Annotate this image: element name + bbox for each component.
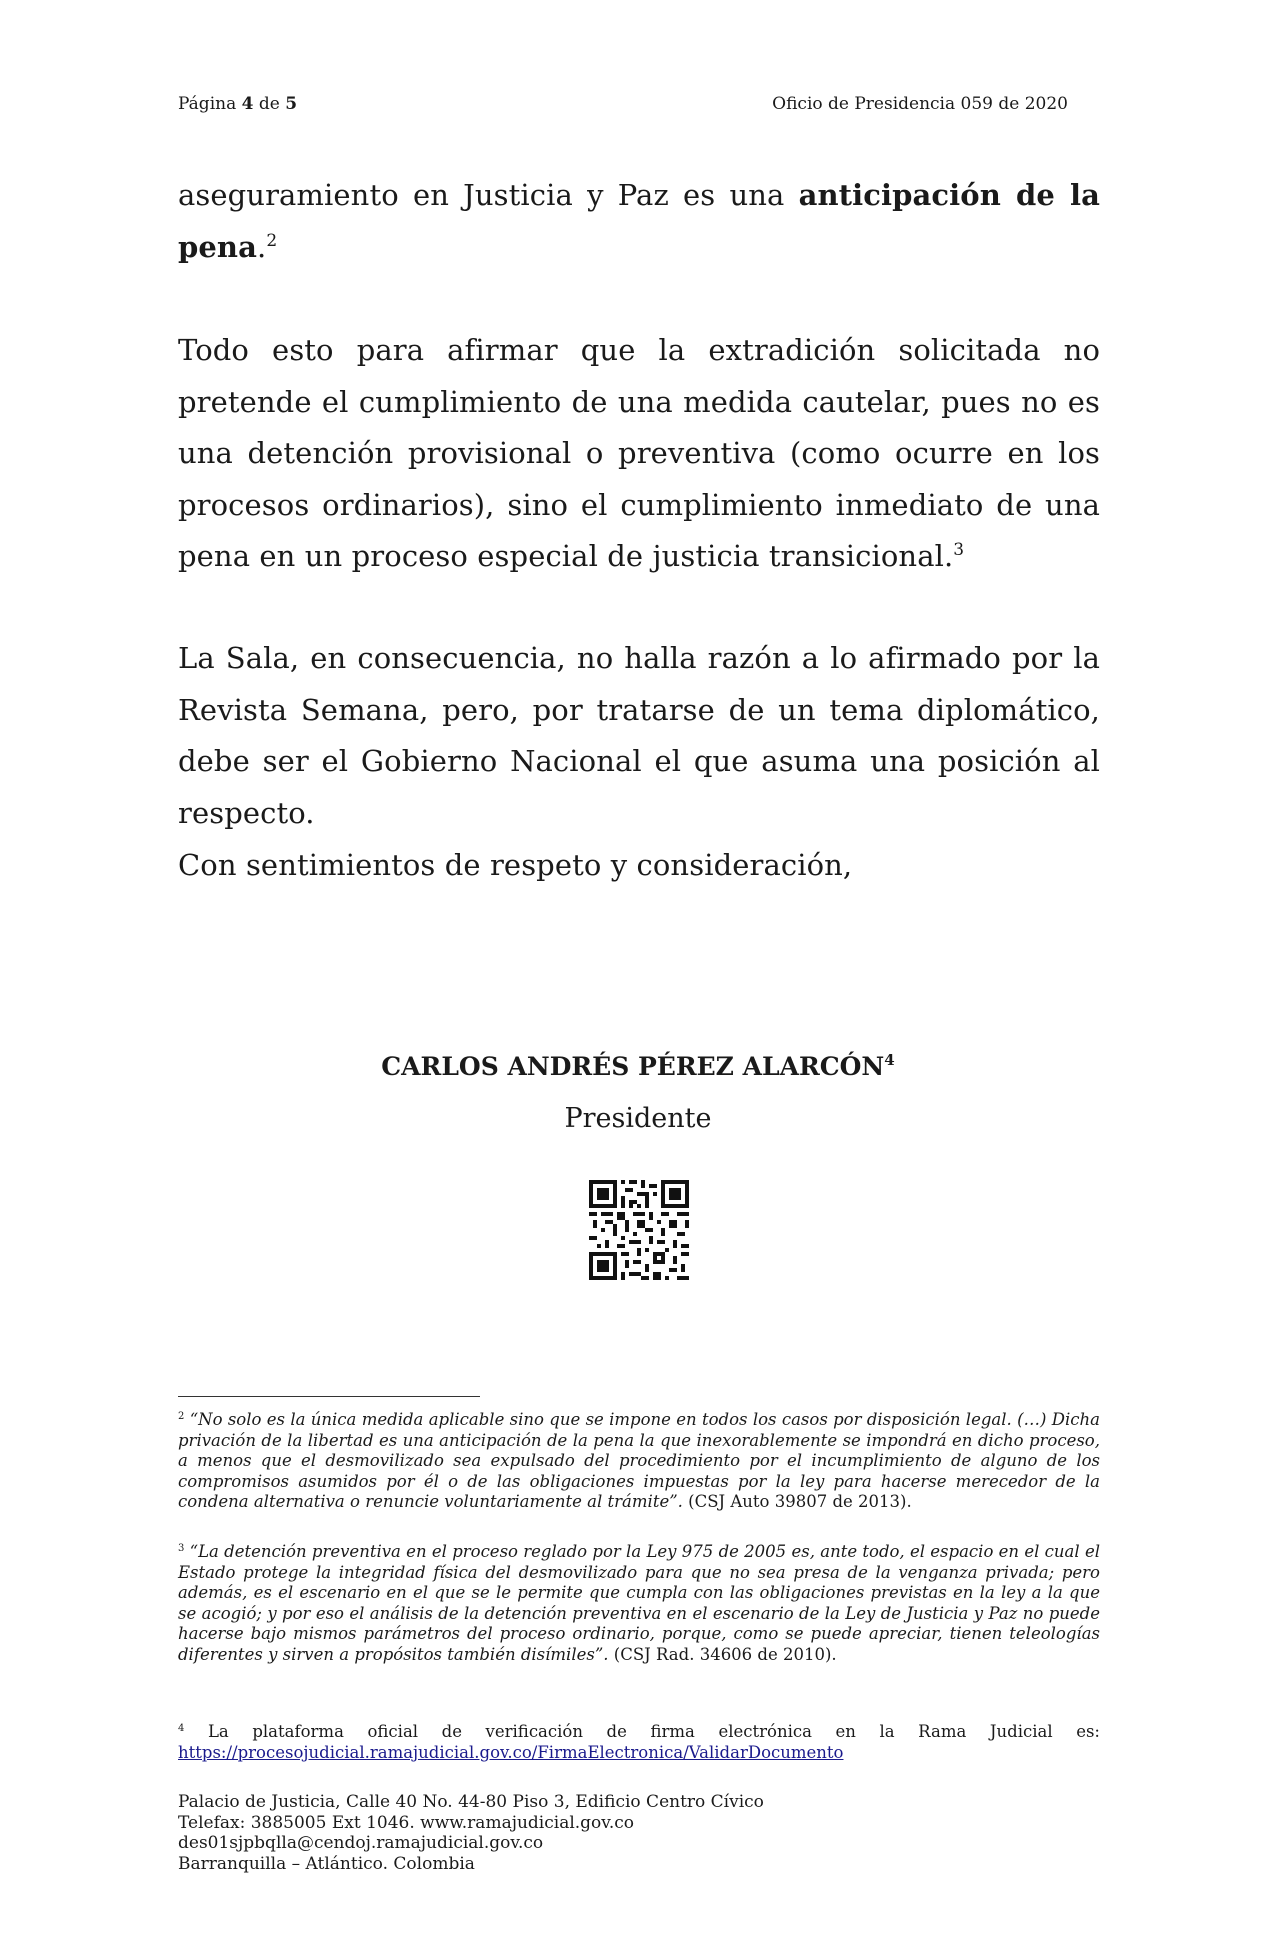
- paragraph-1: aseguramiento en Justicia y Paz es una anticipación de la pena.$^2$: [178, 178, 1100, 264]
- city-line: Barranquilla – Atlántico. Colombia: [178, 1853, 475, 1874]
- paragraph-2: Todo esto para afirmar que la extradición solicitada no pretende el cumplimiento de una medida cautelar, pues no es una detención provisional o preventiva (como ocurre en los procesos ordinarios), sino el cumplimiento inmediato de una pena en un proceso especial de justicia transicional.$^3$: [178, 333, 1100, 573]
- footnote-separator: [178, 1396, 480, 1397]
- page-header: [178, 94, 1068, 120]
- signatory-name: CARLOS ANDRÉS PÉREZ ALARCÓN$^4$: [381, 1051, 895, 1081]
- footnote-ref-3[interactable]: 3: [953, 540, 965, 560]
- closing-salutation: Con sentimientos de respeto y consideración,: [178, 848, 853, 882]
- footnote-2: $^2$ “No solo es la única medida aplicable sino que se impone en todos los casos por disposición legal. (…) Dicha privación de la libertad es una anticipación de la pena la que inexorablemente se impondrá en dicho proceso, a menos que el desmovilizado sea expulsado del procedimiento por el incumplimiento de alguno de los compromisos asumidos por él o de las obligaciones impuestas por la ley para hacerse merecedor de la condena alternativa o renuncie voluntariamente al trámite”. (CSJ Auto 39807 de 2013).: [178, 1410, 1100, 1511]
- paragraph-3: La Sala, en consecuencia, no halla razón a lo afirmado por la Revista Semana, pero, por tratarse de un tema diplomático, debe ser el Gobierno Nacional el que asuma una posición al respecto.: [178, 641, 1100, 830]
- page-number: Página 4 de 5: [178, 94, 298, 114]
- footnote-ref-4[interactable]: 4: [884, 1051, 895, 1069]
- signatory-title: Presidente: [564, 1103, 712, 1134]
- footnote-3: $^3$ “La detención preventiva en el proceso reglado por la Ley 975 de 2005 es, ante todo, el espacio en el cual el Estado protege la integridad física del desmovilizado para que no sea presa de la venganza privada; pero además, es el escenario en el que se le permite que cumpla con las obligaciones previstas en la ley a la que se acogió; y por eso el análisis de la detención preventiva en el escenario de la Ley de Justicia y Paz no puede hacerse bajo mismos parámetros del proceso ordinario, porque, como se puede apreciar, tienen teleologías diferentes y sirven a propósitos también disímiles”. (CSJ Rad. 34606 de 2010).: [178, 1542, 1100, 1664]
- verification-link[interactable]: https://procesojudicial.ramajudicial.gov.co/FirmaElectronica/ValidarDocumento: [178, 1742, 844, 1762]
- office-reference: Oficio de Presidencia 059 de 2020: [772, 94, 1068, 114]
- email-line: des01sjpbqlla@cendoj.ramajudicial.gov.co: [178, 1833, 544, 1853]
- contact-line: Telefax: 3885005 Ext 1046. www.ramajudicial.gov.co: [178, 1812, 635, 1833]
- footer-address: [178, 1792, 764, 1874]
- qr-code-icon: [589, 1180, 689, 1280]
- footnote-4: $^4$ La plataforma oficial de verificación de firma electrónica en la Rama Judicial es: https://procesojudicial.ramajudicial.gov.co/FirmaElectronica/ValidarDocumento: [178, 1722, 1100, 1762]
- footnote-ref-2[interactable]: 2: [266, 230, 278, 251]
- address-line: Palacio de Justicia, Calle 40 No. 44-80 Piso 3, Edificio Centro Cívico: [178, 1792, 764, 1812]
